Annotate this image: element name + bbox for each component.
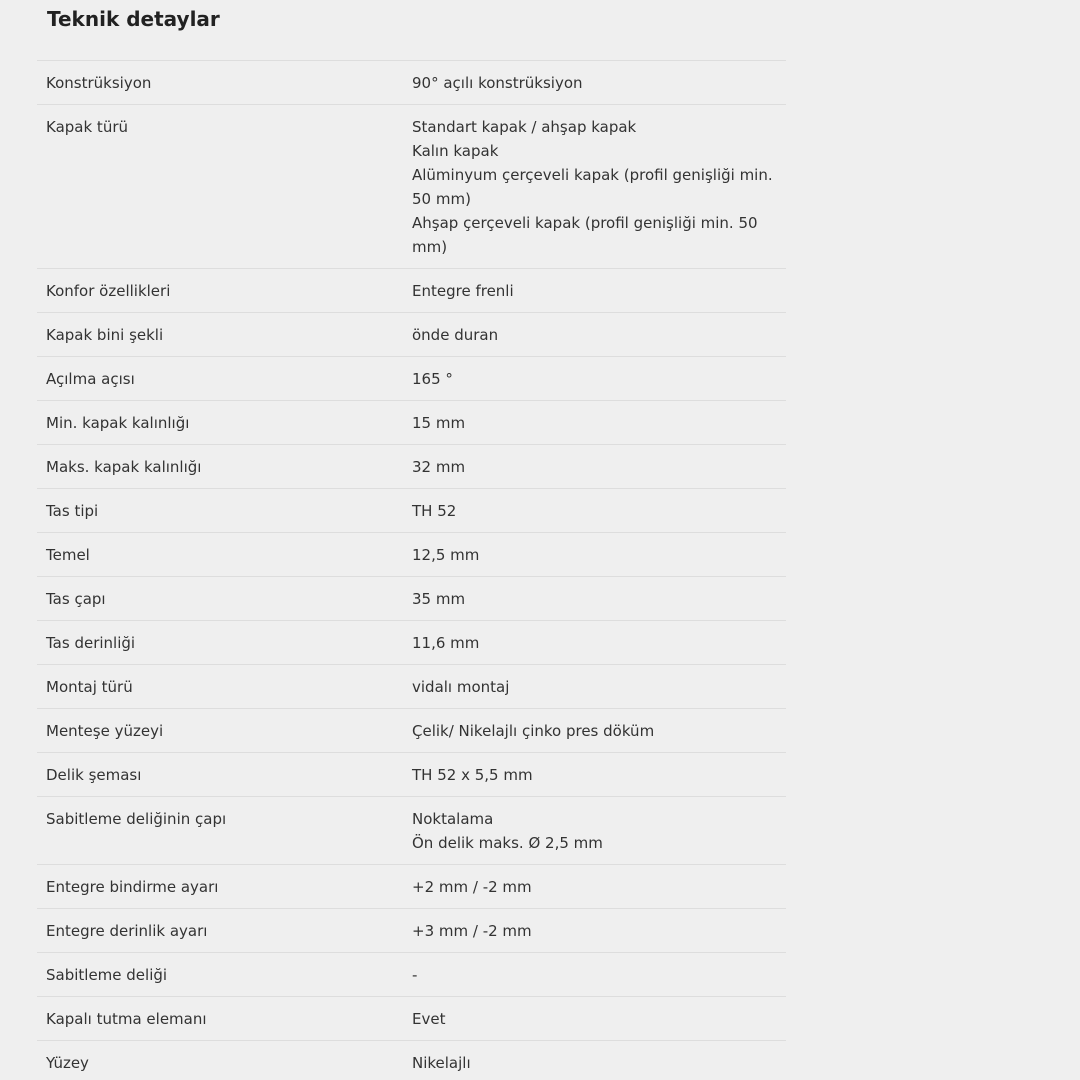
spec-value	[412, 963, 786, 987]
spec-row	[37, 357, 786, 401]
spec-row	[37, 533, 786, 577]
spec-value	[412, 367, 786, 391]
spec-row	[37, 753, 786, 797]
section-heading: Teknik detaylar	[47, 7, 220, 31]
spec-row	[37, 997, 786, 1041]
spec-value	[412, 1051, 786, 1075]
spec-value-line: Entegre frenli	[412, 282, 514, 300]
spec-value-line: Çelik/ Nikelajlı çinko pres döküm	[412, 722, 655, 740]
spec-value-line: 11,6 mm	[412, 634, 480, 652]
spec-label: Menteşe yüzeyi	[46, 722, 164, 740]
spec-value	[412, 1007, 786, 1031]
spec-value	[412, 631, 786, 655]
spec-value	[412, 115, 786, 259]
spec-row	[37, 709, 786, 753]
spec-value-line: önde duran	[412, 326, 499, 344]
spec-row	[37, 665, 786, 709]
spec-label: Temel	[46, 546, 90, 564]
spec-row	[37, 401, 786, 445]
spec-label: Kapak türü	[46, 118, 128, 136]
spec-value-line: vidalı montaj	[412, 678, 510, 696]
spec-value-line: 35 mm	[412, 590, 466, 608]
spec-label: Kapak bini şekli	[46, 326, 164, 344]
spec-value-line: Alüminyum çerçeveli kapak (profil genişliği min. 50 mm)	[412, 166, 773, 208]
spec-value-line: Kalın kapak	[412, 142, 499, 160]
spec-value-line: 12,5 mm	[412, 546, 480, 564]
spec-value-line: Noktalama	[412, 810, 494, 828]
spec-value-line: +2 mm / -2 mm	[412, 878, 532, 896]
spec-row	[37, 577, 786, 621]
spec-value	[412, 675, 786, 699]
spec-row	[37, 865, 786, 909]
spec-row	[37, 797, 786, 865]
spec-value	[412, 323, 786, 347]
spec-row	[37, 313, 786, 357]
spec-value	[412, 499, 786, 523]
spec-value-line: 165 °	[412, 370, 453, 388]
spec-value-line: +3 mm / -2 mm	[412, 922, 532, 940]
spec-row	[37, 61, 786, 105]
spec-label: Kapalı tutma elemanı	[46, 1010, 207, 1028]
spec-value-line: 32 mm	[412, 458, 466, 476]
spec-row	[37, 269, 786, 313]
spec-label: Tas tipi	[46, 502, 99, 520]
spec-value	[412, 543, 786, 567]
spec-value-line: Evet	[412, 1010, 446, 1028]
spec-value-line: Ön delik maks. Ø 2,5 mm	[412, 834, 603, 852]
spec-row	[37, 489, 786, 533]
spec-label: Konstrüksiyon	[46, 74, 152, 92]
spec-row	[37, 1041, 786, 1080]
spec-value	[412, 719, 786, 743]
spec-value	[412, 875, 786, 899]
spec-value	[412, 455, 786, 479]
spec-value-line: TH 52	[412, 502, 457, 520]
spec-label: Montaj türü	[46, 678, 133, 696]
spec-value-line: Nikelajlı	[412, 1054, 471, 1072]
spec-label: Tas çapı	[46, 590, 106, 608]
spec-value-line: Standart kapak / ahşap kapak	[412, 118, 637, 136]
spec-value-line: -	[412, 966, 418, 984]
spec-value-line: 90° açılı konstrüksiyon	[412, 74, 583, 92]
spec-row	[37, 445, 786, 489]
spec-label: Tas derinliği	[46, 634, 136, 652]
spec-value-line: TH 52 x 5,5 mm	[412, 766, 533, 784]
spec-row	[37, 953, 786, 997]
spec-row	[37, 621, 786, 665]
spec-value-line: Ahşap çerçeveli kapak (profil genişliği min. 50 mm)	[412, 214, 758, 256]
spec-label: Konfor özellikleri	[46, 282, 171, 300]
spec-value	[412, 763, 786, 787]
spec-label: Sabitleme deliğinin çapı	[46, 810, 227, 828]
spec-value	[412, 587, 786, 611]
spec-value	[412, 919, 786, 943]
spec-label: Delik şeması	[46, 766, 142, 784]
spec-label: Yüzey	[46, 1054, 89, 1072]
spec-row	[37, 105, 786, 269]
spec-value-line: 15 mm	[412, 414, 466, 432]
spec-label: Min. kapak kalınlığı	[46, 414, 190, 432]
spec-value	[412, 411, 786, 435]
spec-label: Sabitleme deliği	[46, 966, 168, 984]
spec-value	[412, 807, 786, 855]
spec-label: Maks. kapak kalınlığı	[46, 458, 202, 476]
spec-value	[412, 279, 786, 303]
spec-label: Entegre bindirme ayarı	[46, 878, 219, 896]
spec-value	[412, 71, 786, 95]
spec-table	[37, 60, 786, 1080]
spec-label: Entegre derinlik ayarı	[46, 922, 208, 940]
spec-row	[37, 909, 786, 953]
spec-label: Açılma açısı	[46, 370, 135, 388]
